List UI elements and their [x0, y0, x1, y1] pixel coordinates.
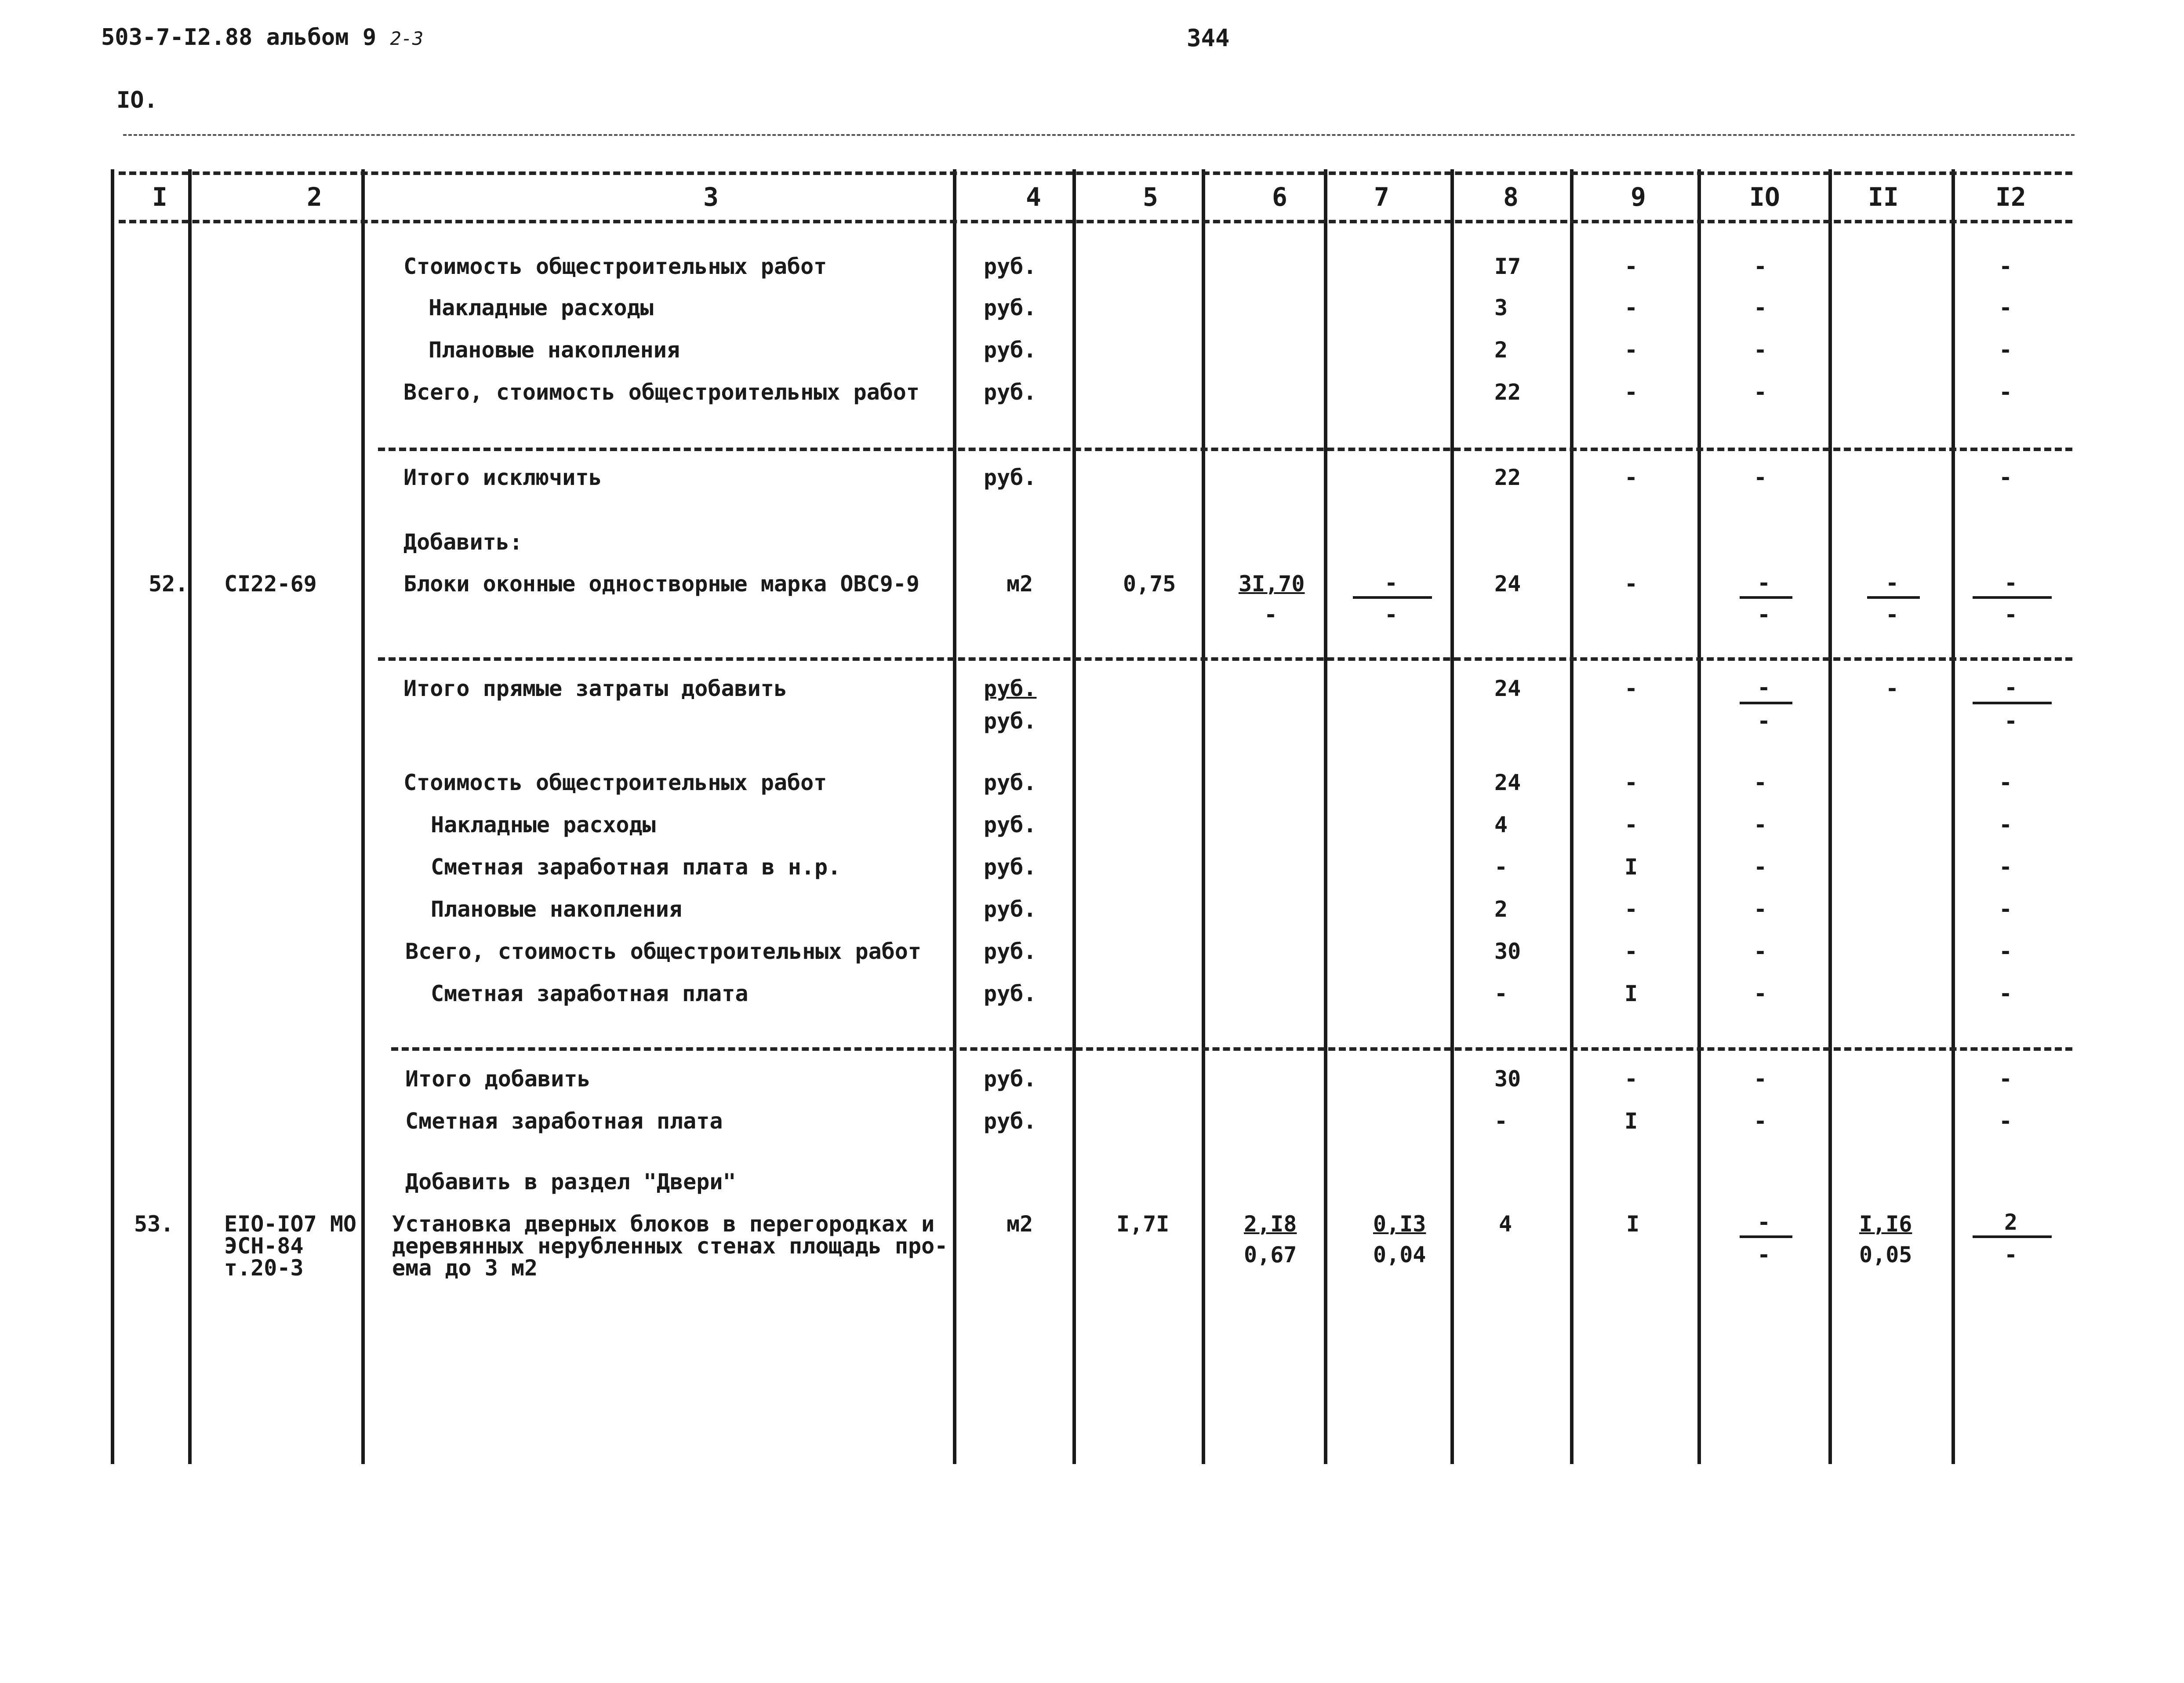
row-separator-2 [378, 657, 2072, 661]
cell-col-10-bottom: - [1757, 1242, 1771, 1268]
row-name: Итого исключить [403, 465, 602, 490]
row-unit: руб. [984, 1108, 1037, 1134]
cell-col-12-top: - [2004, 570, 2018, 596]
cell-col-12: - [1999, 1066, 2013, 1092]
cell-col-12: - [1999, 465, 2013, 490]
row-unit: руб. [984, 465, 1037, 490]
cell-col-11: - [1886, 676, 1899, 701]
cell-col-10: - [1754, 1066, 1767, 1092]
row-unit: м2 [1007, 571, 1033, 597]
cell-col-12: - [1999, 337, 2013, 363]
row-unit-top: руб. [984, 676, 1037, 701]
cell-col-10-top: - [1757, 1209, 1771, 1235]
cell-col-10-bottom: - [1757, 602, 1771, 627]
cell-col-12: - [1999, 770, 2013, 795]
fraction-bar [1740, 596, 1792, 599]
cell-col-10-bottom: - [1757, 708, 1771, 734]
row-unit: руб. [984, 939, 1037, 964]
row-name: Стоимость общестроительных работ [403, 770, 827, 795]
header-col-4: 4 [1026, 182, 1041, 212]
document-code [101, 24, 423, 51]
fraction-bar [1740, 1235, 1792, 1238]
cell-col-8: I7 [1494, 254, 1521, 279]
cell-col-8: 22 [1494, 465, 1521, 490]
cell-col-7-top: 0,I3 [1373, 1211, 1426, 1237]
item-code-line-3: т.20-3 [224, 1255, 304, 1281]
row-name: Стоимость общестроительных работ [403, 254, 827, 279]
row-name: Всего, стоимость общестроительных работ [403, 379, 919, 405]
cell-col-12: - [1999, 939, 2013, 964]
cell-col-9: - [1624, 295, 1638, 321]
row-unit: руб. [984, 981, 1037, 1006]
cell-col-8: 24 [1494, 571, 1521, 597]
cell-col-10: - [1754, 981, 1767, 1006]
cell-col-9: - [1624, 939, 1638, 964]
cell-col-9: - [1624, 379, 1638, 405]
cell-col-10: - [1754, 295, 1767, 321]
cell-col-7-top: - [1385, 570, 1398, 596]
cell-col-8: 4 [1494, 812, 1508, 838]
cell-col-9: I [1624, 854, 1638, 880]
col-line-10 [1828, 169, 1832, 1464]
row-name: Итого прямые затраты добавить [403, 676, 787, 701]
fraction-bar [1973, 596, 2052, 599]
cell-col-12: - [1999, 896, 2013, 922]
header-col-6: 6 [1272, 182, 1287, 212]
row-name: Сметная заработная плата [405, 1108, 723, 1134]
cell-col-5: I,7I [1116, 1211, 1170, 1237]
cell-col-11-top: - [1886, 570, 1899, 596]
cell-col-8: - [1494, 854, 1508, 880]
cell-col-12: - [1999, 1108, 2013, 1134]
cell-col-9: - [1624, 571, 1638, 597]
row-unit: руб. [984, 379, 1037, 405]
cell-col-8: 22 [1494, 379, 1521, 405]
cell-col-11-bottom: 0,05 [1859, 1242, 1912, 1268]
cell-col-9: - [1624, 1066, 1638, 1092]
cell-col-11-bottom: - [1886, 602, 1899, 627]
col-line-4 [1072, 169, 1076, 1464]
fraction-bar [1867, 596, 1920, 599]
row-name: Сметная заработная плата в н.р. [431, 854, 841, 880]
cell-col-10: - [1754, 854, 1767, 880]
header-col-12: I2 [1995, 182, 2026, 212]
header-bottom-line [119, 220, 2072, 223]
cell-col-10: - [1754, 379, 1767, 405]
header-col-11: II [1868, 182, 1899, 212]
cell-col-11-top: I,I6 [1859, 1211, 1912, 1237]
header-col-1: I [152, 182, 167, 212]
cell-col-6-bottom: 0,67 [1244, 1242, 1297, 1268]
row-name-line-2: деревянных нерубленных стенах площадь про- [392, 1233, 948, 1259]
cell-col-8: 30 [1494, 1066, 1521, 1092]
cell-col-10: - [1754, 337, 1767, 363]
cell-col-9: - [1624, 770, 1638, 795]
row-unit-bottom: руб. [984, 708, 1037, 734]
row-unit: руб. [984, 896, 1037, 922]
cell-col-10-top: - [1757, 675, 1771, 700]
col-line-9 [1697, 169, 1701, 1464]
cell-col-9: - [1624, 254, 1638, 279]
row-name: Сметная заработная плата [431, 981, 749, 1006]
cell-col-9: I [1624, 981, 1638, 1006]
cell-col-10: - [1754, 812, 1767, 838]
header-col-2: 2 [307, 182, 322, 212]
header-col-10: IO [1749, 182, 1780, 212]
cell-col-10: - [1754, 254, 1767, 279]
row-unit: руб. [984, 1066, 1037, 1092]
cell-col-10-top: - [1757, 570, 1771, 596]
col-line-3 [953, 169, 956, 1464]
item-number: 53. [134, 1211, 174, 1237]
cell-col-8: 2 [1494, 337, 1508, 363]
header-col-3: 3 [703, 182, 719, 212]
cell-col-12: - [1999, 254, 2013, 279]
cell-col-8: 3 [1494, 295, 1508, 321]
cell-col-9: - [1624, 812, 1638, 838]
section-label: Добавить в раздел "Двери" [405, 1169, 736, 1195]
col-line-8 [1570, 169, 1573, 1464]
cell-col-8: 4 [1499, 1211, 1512, 1237]
row-name: Итого добавить [405, 1066, 591, 1092]
row-name-line-3: ема до 3 м2 [392, 1255, 538, 1281]
section-label: Добавить: [403, 529, 523, 555]
header-col-8: 8 [1503, 182, 1519, 212]
cell-col-8: 2 [1494, 896, 1508, 922]
col-line-5 [1202, 169, 1205, 1464]
cell-col-8: 24 [1494, 676, 1521, 701]
cell-col-8: - [1494, 981, 1508, 1006]
row-name: Плановые накопления [429, 337, 680, 363]
row-separator-1 [378, 448, 2072, 451]
cell-col-8: 24 [1494, 770, 1521, 795]
cell-col-8: - [1494, 1108, 1508, 1134]
col-line-2 [361, 169, 365, 1464]
cell-col-9: - [1624, 465, 1638, 490]
cell-col-12-bottom: - [2004, 708, 2018, 734]
cell-col-12-bottom: - [2004, 1242, 2018, 1268]
cell-col-12: - [1999, 854, 2013, 880]
cell-col-7-bottom: 0,04 [1373, 1242, 1426, 1268]
row-name: Накладные расходы [431, 812, 656, 838]
cell-col-12: - [1999, 295, 2013, 321]
item-code: CI22-69 [224, 571, 317, 597]
cell-col-10: - [1754, 1108, 1767, 1134]
cell-col-12: - [1999, 379, 2013, 405]
cell-col-6-bottom: - [1264, 602, 1278, 627]
cell-col-12-bottom: - [2004, 602, 2018, 627]
row-name: Плановые накопления [431, 896, 682, 922]
row-unit: руб. [984, 770, 1037, 795]
fraction-bar [1973, 1235, 2052, 1238]
document-code-sub: 2-3 [390, 28, 424, 49]
cell-col-6-top: 2,I8 [1244, 1211, 1297, 1237]
cell-col-10: - [1754, 896, 1767, 922]
cell-col-9: - [1624, 896, 1638, 922]
cell-col-10: - [1754, 465, 1767, 490]
row-name: Блоки оконные одностворные марка ОВС9-9 [403, 571, 919, 597]
header-top-line [119, 171, 2072, 175]
col-line-0 [111, 169, 114, 1464]
header-col-7: 7 [1374, 182, 1389, 212]
cell-col-9: - [1624, 676, 1638, 701]
cell-col-5: 0,75 [1123, 571, 1176, 597]
fraction-bar [1353, 596, 1432, 599]
col-line-11 [1951, 169, 1955, 1464]
row-name-line-1: Установка дверных блоков в перегородках и [392, 1211, 935, 1237]
item-number: 52. [149, 571, 189, 597]
cell-col-9: I [1626, 1211, 1640, 1237]
fraction-bar [1740, 702, 1792, 704]
row-unit: руб. [984, 812, 1037, 838]
cell-col-12: - [1999, 812, 2013, 838]
row-unit: руб. [984, 295, 1037, 321]
cell-col-10: - [1754, 770, 1767, 795]
cell-col-7-bottom: - [1385, 602, 1398, 627]
row-unit: м2 [1007, 1211, 1033, 1237]
col-line-6 [1324, 169, 1327, 1464]
col-line-1 [188, 169, 192, 1464]
cell-col-6-top: 3I,70 [1239, 571, 1305, 597]
cell-col-8: 30 [1494, 939, 1521, 964]
page-number: 344 [1187, 24, 1230, 52]
header-col-5: 5 [1143, 182, 1158, 212]
row-separator-3 [391, 1047, 2072, 1051]
row-name: Накладные расходы [429, 295, 654, 321]
row-unit: руб. [984, 337, 1037, 363]
cell-col-10: - [1754, 939, 1767, 964]
cell-col-9: - [1624, 337, 1638, 363]
sheet-mark: IO. [116, 87, 158, 113]
document-code-text: 503-7-I2.88 альбом 9 [101, 24, 377, 51]
col-line-7 [1450, 169, 1454, 1464]
cell-col-9: I [1624, 1108, 1638, 1134]
top-dotted-line [123, 134, 2075, 136]
header-col-9: 9 [1631, 182, 1646, 212]
item-code-line-2: ЭСН-84 [224, 1233, 304, 1259]
row-unit: руб. [984, 854, 1037, 880]
item-code-line-1: EIO-IO7 МО [224, 1211, 357, 1237]
row-name: Всего, стоимость общестроительных работ [405, 939, 921, 964]
fraction-bar [1973, 702, 2052, 704]
cell-col-12-top: 2 [2004, 1209, 2018, 1235]
cell-col-12-top: - [2004, 675, 2018, 700]
row-unit: руб. [984, 254, 1037, 279]
cell-col-12: - [1999, 981, 2013, 1006]
